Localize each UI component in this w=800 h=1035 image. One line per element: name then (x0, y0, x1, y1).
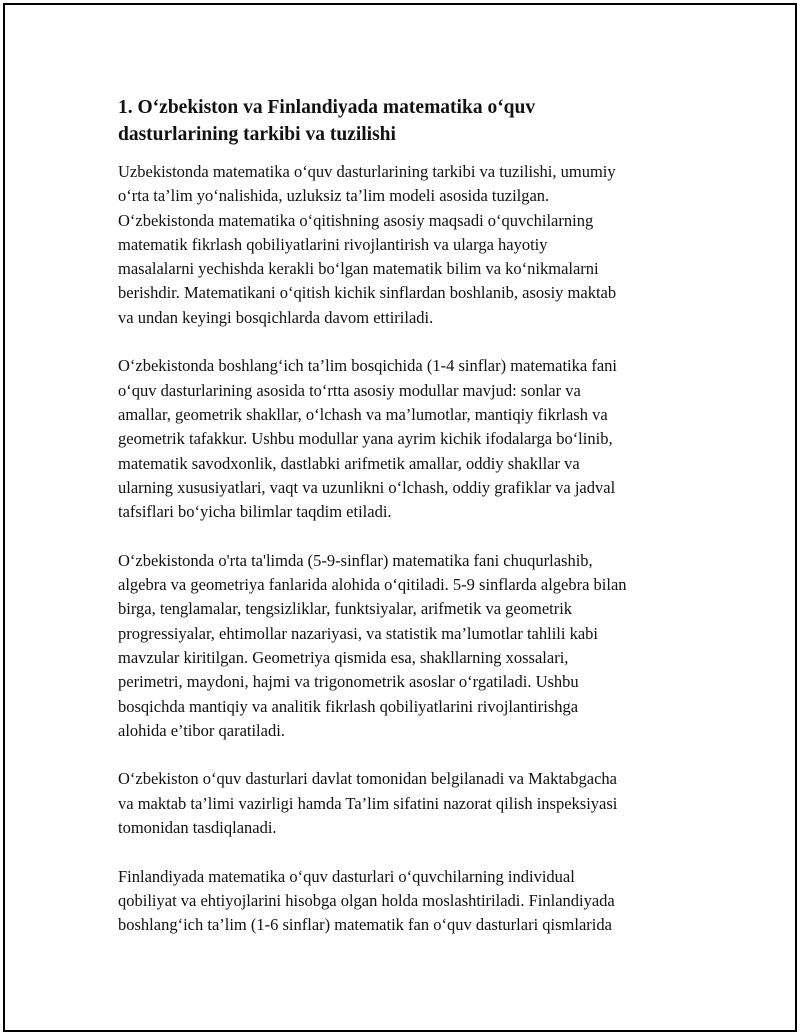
paragraph-line: progressiyalar, ehtimollar nazariyasi, va statistik ma’lumotlar tahlili kabi (118, 623, 598, 643)
paragraph-line: algebra va geometriya fanlarida alohida o‘qitiladi. 5-9 sinflarda algebra bilan (118, 575, 627, 595)
document-body (118, 94, 688, 962)
paragraph-line: matematik savodxonlik, dastlabki arifmetik amallar, oddiy shakllar va (118, 453, 580, 473)
paragraph-line: O‘zbekistonda o'rta ta'limda (5-9-sinflar) matematika fani chuqurlashib, (118, 550, 593, 570)
paragraph-line: tafsiflari bo‘yicha bilimlar taqdim etiladi. (118, 502, 392, 522)
paragraph-line: alohida e’tibor qaratiladi. (118, 720, 285, 740)
paragraph-line: va maktab ta’limi vazirligi hamda Ta’lim sifatini nazorat qilish inspeksiyasi (118, 793, 618, 813)
paragraph-line: bosqichda mantiqiy va analitik fikrlash qobiliyatlarini rivojlantirishga (118, 696, 579, 716)
paragraph-line: O‘zbekistonda boshlang‘ich ta’lim bosqichida (1-4 sinflar) matematika fani (118, 356, 617, 376)
paragraph-line: boshlang‘ich ta’lim (1-6 sinflar) matematik fan o‘quv dasturlari qismlarida (118, 915, 612, 935)
paragraph-line: perimetri, maydoni, hajmi va trigonometrik asoslar o‘rgatiladi. Ushbu (118, 672, 579, 692)
paragraph (118, 865, 688, 938)
paragraph (118, 354, 688, 524)
heading-line: dasturlarining tarkibi va tuzilishi (118, 124, 396, 145)
paragraph (118, 160, 688, 330)
paragraph-line: geometrik tafakkur. Ushbu modullar yana ayrim kichik ifodalarga bo‘linib, (118, 429, 613, 449)
paragraph-line: Uzbekistonda matematika o‘quv dasturlarining tarkibi va tuzilishi, umumiy (118, 162, 616, 181)
paragraph-line: matematik fikrlash qobiliyatlarini rivojlantirish va ularga hayotiy (118, 234, 548, 254)
paragraph-line: va undan keyingi bosqichlarda davom ettiriladi. (118, 307, 434, 327)
paragraph-line: birga, tenglamalar, tengsizliklar, funktsiyalar, arifmetik va geometrik (118, 599, 573, 619)
paragraph (118, 767, 688, 840)
paragraph-line: o‘quv dasturlarining asosida to‘rtta asosiy modullar mavjud: sonlar va (118, 380, 581, 400)
paragraph-line: O‘zbekistonda matematika o‘qitishning asosiy maqsadi o‘quvchilarning (118, 210, 594, 230)
paragraph-list (118, 160, 688, 938)
paragraph-line: Finlandiyada matematika o‘quv dasturlari o‘quvchilarning individual (118, 866, 575, 886)
section-heading (118, 94, 688, 148)
paragraph-line: ularning xususiyatlari, vaqt va uzunlikni o‘lchash, oddiy grafiklar va jadval (118, 477, 616, 497)
paragraph-line: qobiliyat va ehtiyojlarini hisobga olgan holda moslashtiriladi. Finlandiyada (118, 890, 615, 910)
paragraph-line: o‘rta ta’lim yo‘nalishida, uzluksiz ta’lim modeli asosida tuzilgan. (118, 186, 550, 206)
heading-line: 1. O‘zbekiston va Finlandiyada matematika o‘quv (118, 97, 536, 118)
paragraph-line: masalalarni yechishda kerakli bo‘lgan matematik bilim va ko‘nikmalarni (118, 259, 599, 279)
paragraph-line: mavzular kiritilgan. Geometriya qismida esa, shakllarning xossalari, (118, 647, 569, 667)
paragraph-line: tomonidan tasdiqlanadi. (118, 818, 277, 838)
paragraph-line: berishdir. Matematikani o‘qitish kichik sinflardan boshlanib, asosiy maktab (118, 283, 617, 303)
paragraph-line: O‘zbekiston o‘quv dasturlari davlat tomonidan belgilanadi va Maktabgacha (118, 769, 617, 789)
paragraph (118, 549, 688, 743)
paragraph-line: amallar, geometrik shakllar, o‘lchash va ma’lumotlar, mantiqiy fikrlash va (118, 404, 608, 424)
